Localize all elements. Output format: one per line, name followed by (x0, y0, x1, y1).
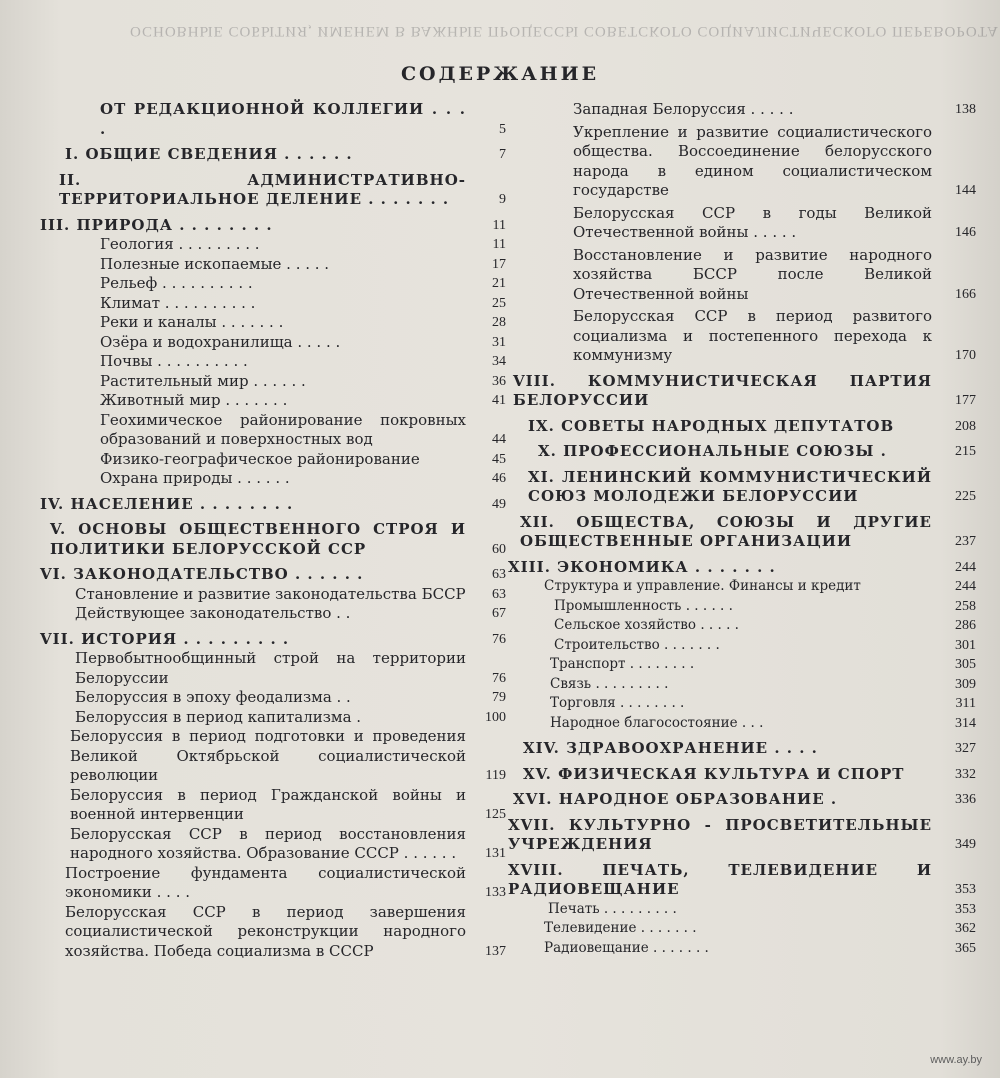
toc-entry-page-number: 41 (492, 393, 506, 408)
toc-entry-title: Печать . . . . . . . . . (548, 900, 677, 917)
toc-entry (40, 391, 506, 411)
toc-entry-title: V. ОСНОВЫ ОБЩЕСТВЕННОГО СТРОЯ И ПОЛИТИКИ БЕЛОРУССКОЙ ССР (50, 520, 466, 558)
toc-entry (508, 468, 976, 507)
toc-entry (508, 636, 976, 656)
toc-entry (40, 313, 506, 333)
toc-entry-title: Становление и развитие законодательства БССР (75, 584, 466, 603)
toc-left-column (40, 100, 506, 961)
toc-entry-title: Строительство . . . . . . . (554, 636, 720, 653)
toc-entry-page-number: 49 (492, 496, 506, 512)
toc-entry (508, 442, 976, 462)
toc-entry (508, 765, 976, 785)
toc-entry-page-number: 125 (485, 807, 506, 822)
toc-entry-title: Климат . . . . . . . . . . (100, 293, 256, 312)
toc-entry-page-number: 146 (955, 225, 976, 240)
toc-entry-title: XVIII. ПЕЧАТЬ, ТЕЛЕВИДЕНИЕ И РАДИОВЕЩАНИЕ (508, 860, 932, 898)
toc-entry (40, 235, 506, 255)
toc-entry-page-number: 137 (485, 943, 506, 959)
toc-entry-page-number: 305 (955, 657, 976, 672)
toc-entry (40, 100, 506, 139)
toc-entry-title: XIII. ЭКОНОМИКА . . . . . . . (508, 557, 776, 576)
toc-entry-title: ОТ РЕДАКЦИОННОЙ КОЛЛЕГИИ . . . . (100, 100, 466, 138)
toc-entry-title: Почвы . . . . . . . . . . (100, 352, 248, 370)
toc-entry-title: Реки и каналы . . . . . . . (100, 313, 284, 331)
toc-entry-title: Белоруссия в период подготовки и проведения Великой Октябрьской социалистической революции (70, 727, 466, 784)
toc-entry-page-number: 301 (955, 637, 976, 653)
toc-entry-title: Действующее законодательство . . (75, 604, 351, 622)
toc-entry-title: Животный мир . . . . . . . (100, 391, 288, 409)
toc-entry-page-number: 67 (492, 606, 506, 621)
toc-entry-page-number: 362 (955, 921, 976, 936)
toc-entry-page-number: 166 (955, 286, 976, 302)
toc-entry-title: Полезные ископаемые . . . . . (100, 254, 330, 273)
toc-entry-title: XVII. КУЛЬТУРНО - ПРОСВЕТИТЕЛЬНЫЕ УЧРЕЖДЕНИЯ (508, 815, 932, 853)
toc-entry (508, 417, 976, 437)
toc-entry-title: XII. ОБЩЕСТВА, СОЮЗЫ И ДРУГИЕ ОБЩЕСТВЕННЫЕ ОРГАНИЗАЦИИ (520, 512, 932, 550)
toc-entry-title: Сельское хозяйство . . . . . (554, 617, 739, 633)
toc-entry (40, 585, 506, 605)
toc-entry-title: Транспорт . . . . . . . . (550, 656, 695, 672)
toc-entry (508, 714, 976, 734)
toc-entry (40, 649, 506, 688)
toc-entry-title: Белоруссия в эпоху феодализма . . (75, 688, 351, 706)
toc-entry (508, 655, 976, 675)
toc-entry-page-number: 28 (492, 315, 506, 330)
toc-entry (40, 274, 506, 294)
toc-entry-title: XI. ЛЕНИНСКИЙ КОММУНИСТИЧЕСКИЙ СОЮЗ МОЛОДЕЖИ БЕЛОРУССИИ (528, 467, 932, 505)
toc-entry (508, 577, 976, 597)
toc-entry-title: Народное благосостояние . . . (550, 714, 764, 731)
toc-entry-title: IX. СОВЕТЫ НАРОДНЫХ ДЕПУТАТОВ (528, 416, 895, 435)
toc-entry-page-number: 365 (955, 940, 976, 956)
toc-entry (508, 739, 976, 759)
toc-entry-page-number: 244 (955, 559, 976, 575)
toc-entry-title: Озёра и водохранилища . . . . . (100, 332, 341, 351)
toc-entry-page-number: 5 (499, 121, 506, 137)
toc-entry (40, 450, 506, 470)
toc-entry (40, 604, 506, 624)
toc-entry-title: IV. НАСЕЛЕНИЕ . . . . . . . . (40, 494, 294, 513)
toc-entry-title: Структура и управление. Финансы и кредит (544, 578, 861, 594)
page-title: СОДЕРЖАНИЕ (400, 63, 600, 85)
toc-entry-page-number: 332 (955, 766, 976, 782)
toc-entry-page-number: 34 (492, 354, 506, 369)
toc-entry-page-number: 353 (955, 901, 976, 917)
toc-entry-page-number: 63 (492, 567, 506, 582)
toc-entry-title: Радиовещание . . . . . . . (544, 939, 709, 956)
toc-entry-page-number: 286 (955, 618, 976, 633)
toc-entry (40, 864, 506, 903)
toc-entry-title: VIII. КОММУНИСТИЧЕСКАЯ ПАРТИЯ БЕЛОРУССИИ (513, 371, 932, 409)
toc-entry (508, 558, 976, 578)
toc-entry-page-number: 21 (492, 276, 506, 291)
toc-entry-page-number: 144 (955, 183, 976, 198)
toc-entry-title: Промышленность . . . . . . (554, 597, 733, 614)
toc-entry-page-number: 11 (492, 217, 506, 233)
toc-entry (40, 727, 506, 786)
toc-entry (40, 255, 506, 275)
toc-entry-page-number: 225 (955, 489, 976, 504)
toc-entry (40, 372, 506, 392)
toc-entry-title: Связь . . . . . . . . . (550, 675, 669, 692)
toc-entry-title: Телевидение . . . . . . . (544, 920, 697, 936)
toc-entry (40, 825, 506, 864)
toc-entry-page-number: 11 (492, 237, 506, 252)
toc-entry-title: Геология . . . . . . . . . (100, 235, 260, 253)
toc-entry-page-number: 314 (955, 715, 976, 731)
toc-entry-page-number: 46 (492, 471, 506, 486)
toc-entry-title: Охрана природы . . . . . . (100, 469, 290, 487)
toc-entry (40, 708, 506, 728)
toc-entry-page-number: 336 (955, 792, 976, 807)
toc-entry-page-number: 258 (955, 598, 976, 614)
toc-entry-title: Белорусская ССР в период завершения социалистической реконструкции народного хозяйства. Победа социализма в СССР (65, 902, 466, 960)
toc-entry (40, 216, 506, 236)
toc-entry-page-number: 76 (492, 631, 506, 647)
toc-entry-title: X. ПРОФЕССИОНАЛЬНЫЕ СОЮЗЫ . (538, 442, 887, 460)
toc-entry-title: Рельеф . . . . . . . . . . (100, 274, 253, 292)
toc-entry-title: XIV. ЗДРАВООХРАНЕНИЕ . . . . (523, 739, 818, 757)
toc-entry-title: Белоруссия в период капитализма . (75, 707, 362, 726)
toc-entry-title: Белоруссия в период Гражданской войны и военной интервенции (70, 785, 466, 823)
toc-entry (508, 372, 976, 411)
toc-entry-page-number: 76 (492, 670, 506, 686)
toc-entry-page-number: 9 (499, 192, 506, 207)
toc-entry (508, 246, 976, 305)
toc-entry-title: Восстановление и развитие народного хозяйства БССР после Великой Отечественной войны (573, 245, 932, 303)
toc-entry (40, 903, 506, 962)
toc-entry (508, 919, 976, 939)
toc-entry-page-number: 7 (499, 147, 506, 162)
toc-entry-page-number: 79 (492, 690, 506, 705)
toc-entry (508, 694, 976, 714)
bleed-through-text: ОСНОВНЫЕ СОБЫТИЯ, ИМЕНЕМ В ВАЖНЫЕ ПРОЦЕССЫ СОВЕТСКОГО СОЦИАЛИСТИЧЕСКОГО ПЕРЕВОРОТА (130, 23, 999, 39)
toc-entry (40, 145, 506, 165)
toc-entry (40, 411, 506, 450)
toc-entry-page-number: 133 (485, 885, 506, 900)
toc-entry-page-number: 17 (492, 256, 506, 272)
toc-entry (40, 495, 506, 515)
toc-entry (508, 123, 976, 201)
toc-entry (508, 675, 976, 695)
toc-entry-title: Построение фундамента социалистической экономики . . . . (65, 863, 466, 901)
toc-entry (40, 565, 506, 585)
toc-entry (508, 616, 976, 636)
toc-entry-title: II. АДМИНИСТРАТИВНО-ТЕРРИТОРИАЛЬНОЕ ДЕЛЕНИЕ . . . . . . . (59, 170, 466, 208)
toc-entry (40, 333, 506, 353)
toc-entry-title: III. ПРИРОДА . . . . . . . . (40, 215, 273, 234)
toc-entry-title: Западная Белоруссия . . . . . (573, 100, 794, 118)
toc-entry (508, 597, 976, 617)
toc-entry-page-number: 36 (492, 373, 506, 389)
toc-entry (508, 861, 976, 900)
toc-entry (40, 469, 506, 489)
toc-entry-page-number: 208 (955, 418, 976, 434)
toc-entry-page-number: 177 (955, 393, 976, 408)
toc-entry-title: I. ОБЩИЕ СВЕДЕНИЯ . . . . . . (65, 145, 353, 163)
toc-entry-page-number: 44 (492, 432, 506, 447)
toc-entry-page-number: 45 (492, 451, 506, 467)
toc-entry (508, 307, 976, 366)
toc-entry-page-number: 244 (955, 579, 976, 594)
toc-entry-page-number: 353 (955, 882, 976, 897)
toc-entry (508, 513, 976, 552)
toc-entry-page-number: 170 (955, 348, 976, 363)
toc-entry-title: Торговля . . . . . . . . (550, 695, 685, 711)
toc-entry-page-number: 309 (955, 676, 976, 692)
toc-entry (508, 790, 976, 810)
toc-entry-page-number: 349 (955, 837, 976, 852)
toc-entry (508, 204, 976, 243)
toc-entry-page-number: 327 (955, 741, 976, 756)
toc-entry-page-number: 25 (492, 295, 506, 311)
toc-entry-title: XV. ФИЗИЧЕСКАЯ КУЛЬТУРА И СПОРТ (523, 764, 905, 783)
toc-entry-title: Белорусская ССР в годы Великой Отечественной войны . . . . . (573, 203, 932, 241)
toc-entry-title: Геохимическое районирование покровных образований и поверхностных вод (100, 410, 466, 448)
toc-entry (508, 939, 976, 959)
toc-right-column (508, 100, 976, 958)
toc-entry (40, 630, 506, 650)
toc-entry-title: Первобытнообщинный строй на территории Белоруссии (75, 649, 466, 687)
toc-entry-page-number: 31 (492, 334, 506, 350)
toc-entry-title: XVI. НАРОДНОЕ ОБРАЗОВАНИЕ . (513, 790, 838, 808)
toc-entry-page-number: 63 (492, 586, 506, 602)
toc-entry-title: VI. ЗАКОНОДАТЕЛЬСТВО . . . . . . (40, 565, 364, 583)
toc-entry (40, 520, 506, 559)
toc-entry-page-number: 237 (955, 534, 976, 549)
toc-entry-page-number: 119 (485, 768, 506, 783)
toc-entry (508, 900, 976, 920)
toc-entry-page-number: 100 (485, 709, 506, 725)
toc-entry-page-number: 215 (955, 444, 976, 459)
toc-entry-page-number: 131 (485, 846, 506, 861)
toc-entry-title: Белорусская ССР в период восстановления народного хозяйства. Образование СССР . . . . . . (70, 824, 466, 862)
toc-entry (40, 786, 506, 825)
toc-entry-title: Белорусская ССР в период развитого социализма и постепенного перехода к коммунизму (573, 307, 932, 364)
toc-entry (508, 100, 976, 120)
toc-entry (40, 688, 506, 708)
watermark: www.ay.by (930, 1054, 982, 1066)
toc-entry-title: Физико-географическое районирование (100, 449, 420, 468)
toc-entry-title: VII. ИСТОРИЯ . . . . . . . . . (40, 629, 290, 648)
toc-entry-page-number: 311 (955, 696, 976, 711)
toc-entry-title: Укрепление и развитие социалистического общества. Воссоединение белорусского народа в едином социалистическом государстве (573, 122, 932, 199)
toc-entry (40, 294, 506, 314)
toc-entry (508, 816, 976, 855)
toc-entry-title: Растительный мир . . . . . . (100, 371, 306, 390)
toc-entry-page-number: 60 (492, 541, 506, 557)
toc-entry-page-number: 138 (955, 102, 976, 117)
toc-entry (40, 352, 506, 372)
toc-entry (40, 171, 506, 210)
